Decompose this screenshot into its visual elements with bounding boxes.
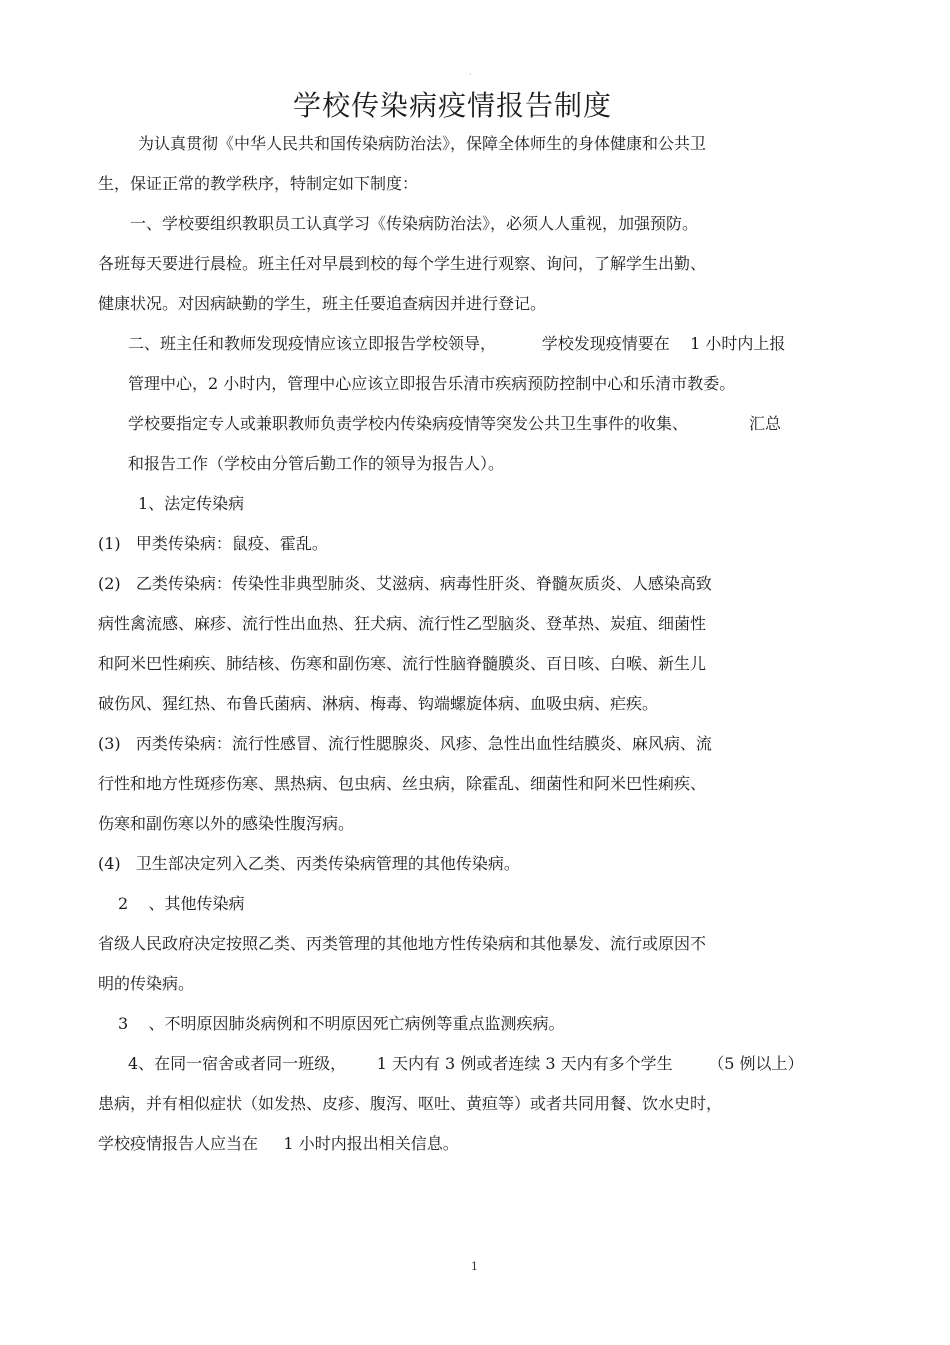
paragraph-line: (4) 卫生部决定列入乙类、丙类传染病管理的其他传染病。 <box>98 854 520 873</box>
paragraph-line: 健康状况。对因病缺勤的学生，班主任要追查病因并进行登记。 <box>98 294 547 313</box>
paragraph-line: 学校要指定专人或兼职教师负责学校内传染病疫情等突发公共卫生事件的收集、 汇总 <box>128 414 782 433</box>
paragraph-line: 二、班主任和教师发现疫情应该立即报告学校领导， 学校发现疫情要在 1 小时内上报 <box>128 334 786 353</box>
paragraph-line: 生，保证正常的教学秩序，特制定如下制度： <box>98 174 419 193</box>
paragraph-line: 和阿米巴性痢疾、肺结核、伤寒和副伤寒、流行性脑脊髓膜炎、百日咳、白喉、新生儿 <box>98 654 707 673</box>
section-heading: 2 、其他传染病 <box>118 894 245 913</box>
paragraph-line: 各班每天要进行晨检。班主任对早晨到校的每个学生进行观察、询问，了解学生出勤、 <box>98 254 707 273</box>
paragraph-line: 一、学校要组织教职员工认真学习《传染病防治法》，必须人人重视，加强预防。 <box>130 214 699 233</box>
paragraph-line: 和报告工作（学校由分管后勤工作的领导为报告人）。 <box>128 454 505 473</box>
paragraph-line: 管理中心，2 小时内，管理中心应该立即报告乐清市疾病预防控制中心和乐清市教委。 <box>128 374 736 393</box>
paragraph-line: 伤寒和副伤寒以外的感染性腹泻病。 <box>98 814 355 833</box>
document-title: 学校传染病疫情报告制度 <box>292 89 612 122</box>
paragraph-line: (2) 乙类传染病：传染性非典型肺炎、艾滋病、病毒性肝炎、脊髓灰质炎、人感染高致 <box>98 574 712 593</box>
paragraph-line: 行性和地方性斑疹伤寒、黑热病、包虫病、丝虫病，除霍乱、细菌性和阿米巴性痢疾、 <box>98 774 707 793</box>
paragraph-line: 破伤风、猩红热、布鲁氏菌病、淋病、梅毒、钩端螺旋体病、血吸虫病、疟疾。 <box>98 694 659 713</box>
paragraph-line: 学校疫情报告人应当在 1 小时内报出相关信息。 <box>98 1134 459 1153</box>
paragraph-line: 4、在同一宿舍或者同一班级， 1 天内有 3 例或者连续 3 天内有多个学生 （5 例以上） <box>128 1054 804 1073</box>
page-number: 1 <box>471 1260 478 1273</box>
paragraph-line: 为认真贯彻《中华人民共和国传染病防治法》，保障全体师生的身体健康和公共卫 <box>138 134 707 153</box>
paragraph-line: (3) 丙类传染病：流行性感冒、流行性腮腺炎、风疹、急性出血性结膜炎、麻风病、流 <box>98 734 712 753</box>
paragraph-line: 患病，并有相似症状（如发热、皮疹、腹泻、呕吐、黄疸等）或者共同用餐、饮水史时， <box>98 1094 723 1113</box>
paragraph-line: 3 、不明原因肺炎病例和不明原因死亡病例等重点监测疾病。 <box>118 1014 565 1033</box>
paragraph-line: (1) 甲类传染病：鼠疫、霍乱。 <box>98 534 328 553</box>
section-heading: 1、法定传染病 <box>138 494 245 513</box>
paragraph-line: 省级人民政府决定按照乙类、丙类管理的其他地方性传染病和其他暴发、流行或原因不 <box>98 934 707 953</box>
paragraph-line: 病性禽流感、麻疹、流行性出血热、狂犬病、流行性乙型脑炎、登革热、炭疽、细菌性 <box>98 614 707 633</box>
paragraph-line: 明的传染病。 <box>98 974 195 993</box>
top-marker: · <box>469 70 472 79</box>
